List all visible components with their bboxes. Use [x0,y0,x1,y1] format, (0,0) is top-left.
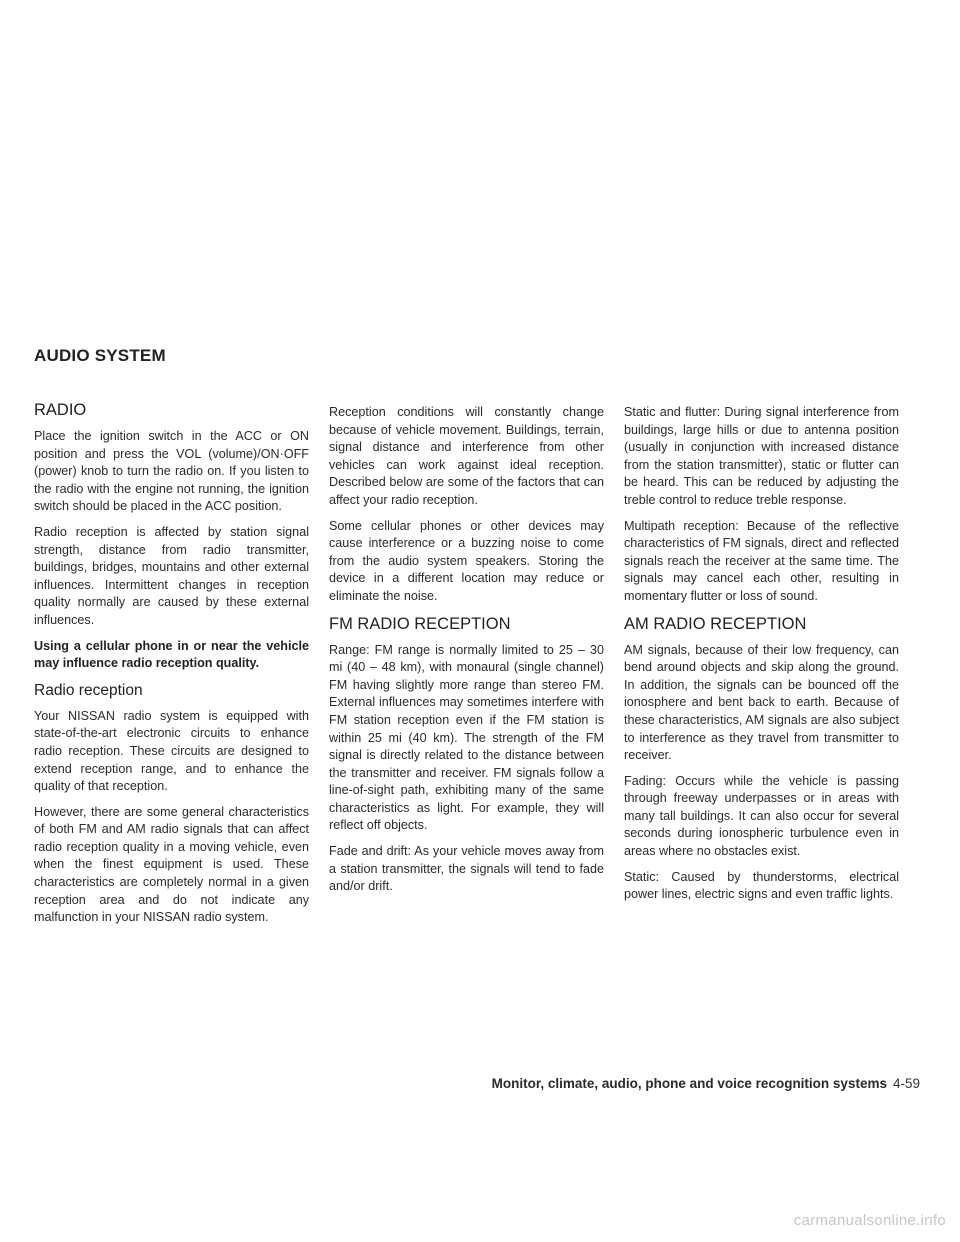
watermark: carmanualsonline.info [793,1212,946,1229]
paragraph: Fade and drift: As your vehicle moves away from a station transmitter, the signals will tend to fade and/or drift. [329,844,604,894]
paragraph: Your NISSAN radio system is equipped with state-of-the-art electronic circuits to enhance radio reception. These circuits are designed to extend reception range, and to enhance the quality of that reception. [34,708,309,794]
page-number: 4-59 [892,1076,920,1091]
cellphone-warning: Using a cellular phone in or near the vehicle may influence radio reception quality. [34,638,309,671]
paragraph: Static: Caused by thunderstorms, electrical power lines, electric signs and even traffic lights. [624,869,899,902]
paragraph: Multipath reception: Because of the reflective characteristics of FM signals, direct and reflected signals reach the receiver at the same time. The signals may cancel each other, resulting in momentary flutter or loss of sound. [624,518,899,603]
fm-reception-heading: FM RADIO RECEPTION [329,614,511,633]
am-reception-heading: AM RADIO RECEPTION [624,614,807,633]
radio-reception-subheading: Radio reception [34,681,143,699]
paragraph: Range: FM range is normally limited to 25 – 30 mi (40 – 48 km), with monaural (single channel) FM having slightly more range than stereo FM. External influences may sometimes interfere with FM station reception even if the FM station is within 25 mi (40 km). The strength of the FM signal is directly related to the distance between the transmitter and receiver. FM signals follow a line-of-sight path, exhibiting many of the same characteristics as light. For example, they will reflect off objects. [329,642,604,833]
column-1 [34,400,309,935]
column-3 [624,404,899,912]
column-2 [329,404,604,904]
chapter-title: Monitor, climate, audio, phone and voice recognition systems [491,1076,887,1091]
paragraph: Some cellular phones or other devices may cause interference or a buzzing noise to come from the audio system speakers. Storing the device in a different location may reduce or eliminate the noise. [329,518,604,603]
page-footer [492,1076,920,1091]
paragraph: Reception conditions will constantly change because of vehicle movement. Buildings, terrain, signal distance and interference from other vehicles can work against ideal reception. Described below are some of the factors that can affect your radio reception. [329,405,604,507]
radio-heading: RADIO [34,401,87,419]
section-title: AUDIO SYSTEM [34,346,166,365]
paragraph: Place the ignition switch in the ACC or ON position and press the VOL (volume)/ON·OFF (power) knob to turn the radio on. If you listen to the radio with the engine not running, the ignition switch should be placed in the ACC position. [34,429,309,514]
paragraph: Fading: Occurs while the vehicle is passing through freeway underpasses or in areas with many tall buildings. It can also occur for several seconds during ionospheric turbulence even in areas where no obstacles exist. [624,773,899,859]
paragraph: Radio reception is affected by station signal strength, distance from radio transmitter, buildings, bridges, mountains and other external influences. Intermittent changes in reception quality normally are caused by these external influences. [34,524,309,627]
paragraph: However, there are some general characteristics of both FM and AM radio signals that can affect radio reception quality in a moving vehicle, even when the finest equipment is used. These characteristics are completely normal in a given reception area and do not indicate any malfunction in your NISSAN radio system. [34,804,309,925]
paragraph: Static and flutter: During signal interference from buildings, large hills or due to antenna position (usually in conjunction with increased distance from the station transmitter), static or flutter can be heard. This can be reduced by adjusting the treble control to reduce treble response. [624,405,899,507]
paragraph: AM signals, because of their low frequency, can bend around objects and skip along the ground. In addition, the signals can be bounced off the ionosphere and bent back to earth. Because of these characteristics, AM signals are also subject to interference as they travel from transmitter to receiver. [624,642,899,763]
